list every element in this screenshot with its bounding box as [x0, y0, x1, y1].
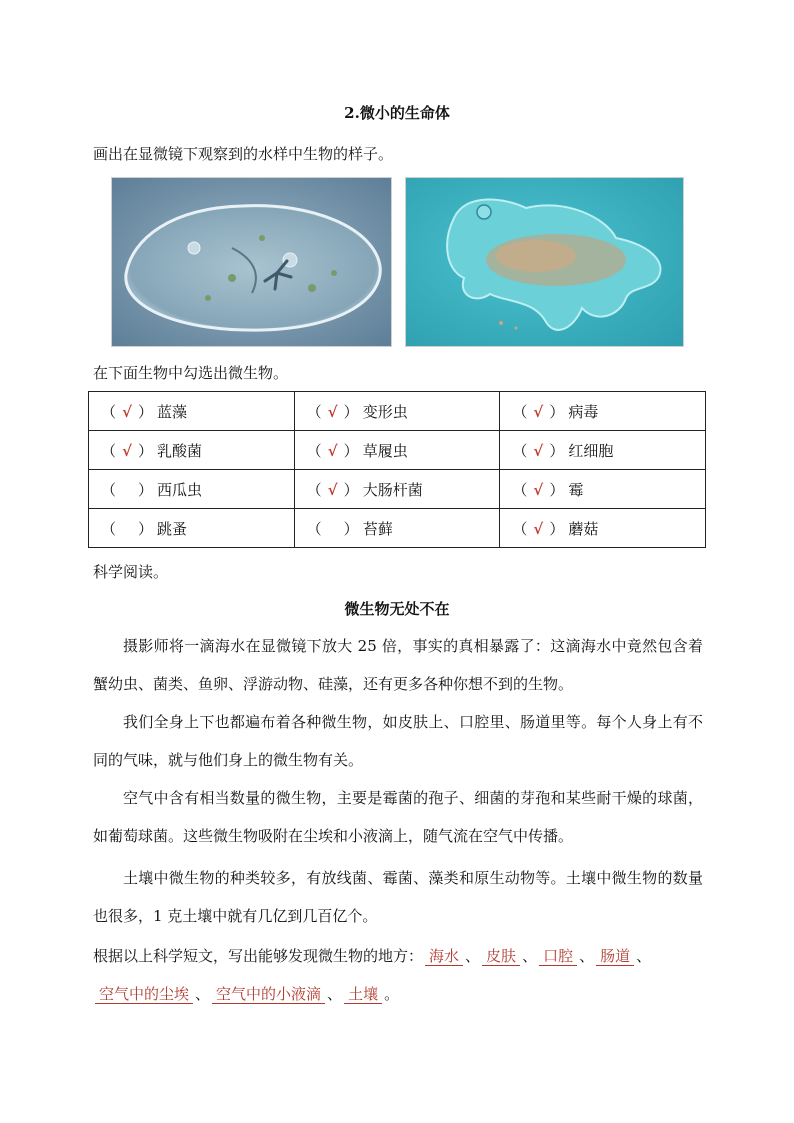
- answer-blank[interactable]: 肠道: [596, 947, 634, 966]
- open-paren: （: [101, 402, 117, 421]
- drawing-instruction: 画出在显微镜下观察到的水样中生物的样子。: [93, 145, 394, 163]
- question-answers: 根据以上科学短文，写出能够发现微生物的地方： 海水 、 皮肤 、 口腔 、 肠道 、 空气中的尘埃 、 空气中的小液滴 、 土壤 。: [93, 947, 652, 1003]
- page-title: 2.微小的生命体: [344, 104, 450, 122]
- answer-blank[interactable]: 土壤: [344, 985, 382, 1004]
- organism-name: 西瓜虫: [157, 480, 203, 499]
- checkbox-blank[interactable]: √: [533, 519, 544, 538]
- checkbox-blank[interactable]: √: [122, 441, 132, 460]
- checklist-cell: [500, 470, 706, 509]
- checkbox-blank[interactable]: √: [533, 402, 544, 421]
- amoeba-image: [405, 177, 684, 347]
- close-paren: ）: [343, 480, 359, 499]
- article-title: 微生物无处不在: [344, 600, 450, 618]
- checkbox-blank[interactable]: √: [122, 402, 132, 421]
- organism-name: 草履虫: [362, 441, 408, 460]
- organism-name: 红细胞: [568, 441, 614, 460]
- answer-blank[interactable]: 口腔: [539, 947, 577, 966]
- checkbox-blank[interactable]: √: [533, 441, 544, 460]
- open-paren: （: [512, 480, 528, 499]
- close-paren: ）: [138, 402, 154, 421]
- checklist-cell: [294, 392, 500, 431]
- article-paragraph: 我们全身上下也都遍布着各种微生物，如皮肤上、口腔里、肠道里等。每个人身上有不同的气味，就与他们身上的微生物有关。: [93, 713, 703, 769]
- checklist-row: [89, 392, 706, 431]
- open-paren: （: [101, 480, 117, 499]
- answer-blank[interactable]: 空气中的小液滴: [212, 985, 325, 1004]
- checklist-cell: [294, 470, 500, 509]
- reading-label: 科学阅读。: [93, 563, 169, 581]
- close-paren: ）: [549, 402, 565, 421]
- close-paren: ）: [138, 441, 154, 460]
- close-paren: ）: [138, 480, 154, 499]
- close-paren: ）: [343, 519, 359, 538]
- organism-name: 跳蚤: [157, 519, 188, 538]
- checklist-cell: [89, 431, 295, 470]
- checkbox-blank[interactable]: √: [533, 480, 544, 499]
- organism-name: 乳酸菌: [157, 441, 203, 460]
- checklist-instruction: 在下面生物中勾选出微生物。: [93, 364, 289, 382]
- organism-name: 大肠杆菌: [362, 480, 423, 499]
- open-paren: （: [306, 480, 322, 499]
- close-paren: ）: [343, 402, 359, 421]
- article-paragraph: 摄影师将一滴海水在显微镜下放大 25 倍，事实的真相暴露了：这滴海水中竟然包含着蟹幼虫、菌类、鱼卵、浮游动物、硅藻，还有更多各种你想不到的生物。: [93, 637, 703, 693]
- close-paren: ）: [138, 519, 154, 538]
- article-paragraph: 土壤中微生物的种类较多，有放线菌、霉菌、藻类和原生动物等。土壤中微生物的数量也很多，1 克土壤中就有几亿到几百亿个。: [93, 869, 703, 925]
- answer-blank[interactable]: 皮肤: [482, 947, 520, 966]
- answer-blank[interactable]: 海水: [425, 947, 463, 966]
- checklist-row: [89, 431, 706, 470]
- paramecium-image: [111, 177, 392, 347]
- microbe-checklist-table: [88, 391, 706, 548]
- organism-name: 蘑菇: [568, 519, 599, 538]
- close-paren: ）: [549, 480, 565, 499]
- close-paren: ）: [549, 441, 565, 460]
- open-paren: （: [101, 441, 117, 460]
- checklist-cell: [500, 509, 706, 548]
- checklist-cell: [500, 392, 706, 431]
- checklist-row: [89, 470, 706, 509]
- checklist-row: [89, 509, 706, 548]
- checklist-cell: [294, 431, 500, 470]
- checkbox-blank[interactable]: √: [327, 480, 338, 499]
- checklist-cell: [294, 509, 500, 548]
- close-paren: ）: [549, 519, 565, 538]
- organism-name: 蓝藻: [157, 402, 188, 421]
- open-paren: （: [512, 402, 528, 421]
- question-prompt: 根据以上科学短文，写出能够发现微生物的地方：: [93, 947, 424, 965]
- checklist-cell: [89, 392, 295, 431]
- close-paren: ）: [343, 441, 359, 460]
- open-paren: （: [306, 402, 322, 421]
- organism-name: 霉: [568, 480, 584, 499]
- article-paragraph: 空气中含有相当数量的微生物，主要是霉菌的孢子、细菌的芽孢和某些耐干燥的球菌，如葡萄球菌。这些微生物吸附在尘埃和小液滴上，随气流在空气中传播。: [93, 789, 703, 845]
- open-paren: （: [306, 519, 322, 538]
- checklist-cell: [500, 431, 706, 470]
- checkbox-blank[interactable]: √: [327, 441, 338, 460]
- organism-name: 变形虫: [362, 402, 408, 421]
- answer-blank[interactable]: 空气中的尘埃: [95, 985, 193, 1004]
- checklist-cell: [89, 509, 295, 548]
- open-paren: （: [101, 519, 117, 538]
- organism-name: 病毒: [568, 402, 599, 421]
- open-paren: （: [306, 441, 322, 460]
- organism-name: 苔藓: [362, 519, 393, 538]
- checklist-cell: [89, 470, 295, 509]
- open-paren: （: [512, 441, 528, 460]
- checkbox-blank[interactable]: √: [327, 402, 338, 421]
- open-paren: （: [512, 519, 528, 538]
